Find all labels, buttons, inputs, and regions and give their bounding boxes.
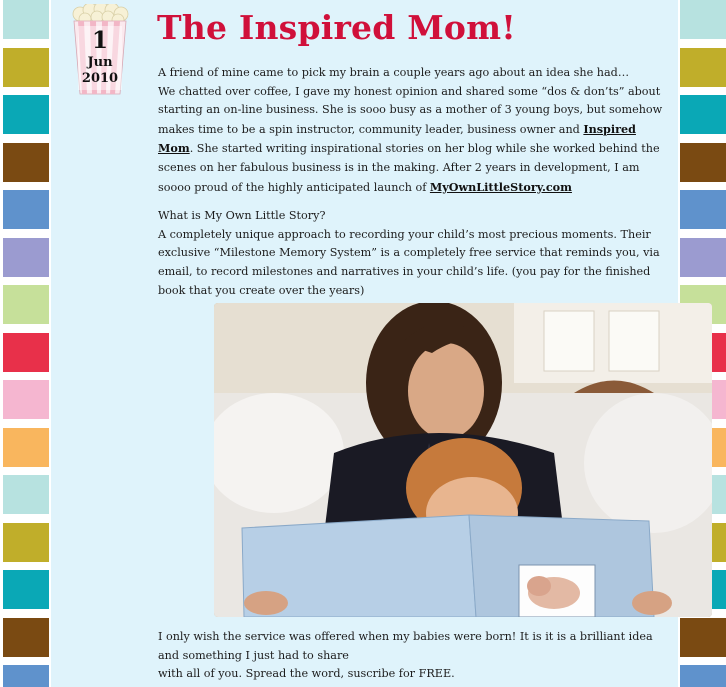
intro-line-1: A friend of mine came to pick my brain a couple years ago about an idea she had… xyxy=(158,66,630,79)
stripe-block xyxy=(3,0,49,39)
stripe-block xyxy=(3,95,49,134)
stripe-block xyxy=(680,95,726,134)
stripe-block xyxy=(3,475,49,514)
stripe-block xyxy=(680,143,726,182)
stripe-block xyxy=(3,380,49,419)
stripe-block xyxy=(680,48,726,87)
date-badge xyxy=(70,4,130,94)
post-content xyxy=(51,0,678,687)
stripe-block xyxy=(3,523,49,562)
stripe-block xyxy=(680,238,726,277)
stripe-block xyxy=(3,238,49,277)
stripe-block xyxy=(3,665,49,687)
stripe-block xyxy=(680,0,726,39)
stripe-block xyxy=(680,618,726,657)
stripe-block xyxy=(3,333,49,372)
stripe-block xyxy=(3,428,49,467)
stripe-block xyxy=(3,143,49,182)
closing-line-1: I only wish the service was offered when my babies were born! It is it is a brilliant idea and something I just had to share xyxy=(158,630,653,662)
intro-paragraph xyxy=(158,64,663,197)
intro-text-1: We chatted over coffee, I gave my honest opinion and shared some “dos & don’ts” about starting an on-line business. She is sooo busy as a mother of 3 young boys, but somehow makes time to be a spin instructor, community leader, business owner and xyxy=(158,84,663,136)
inspired-mom-link[interactable]: Inspired Mom xyxy=(158,121,636,156)
stripe-block xyxy=(3,48,49,87)
date-day: 1 xyxy=(91,27,108,54)
post-photo xyxy=(214,303,712,617)
stripe-block xyxy=(680,665,726,687)
left-color-stripe xyxy=(0,0,51,687)
stripe-block xyxy=(3,618,49,657)
stripe-block xyxy=(3,190,49,229)
date-year: 2010 xyxy=(81,71,119,86)
post-title[interactable]: The Inspired Mom! xyxy=(157,8,516,47)
post-body xyxy=(158,64,663,300)
date-month: Jun xyxy=(87,55,113,70)
stripe-block xyxy=(3,570,49,609)
closing-line-2: with all of you. Spread the word, suscribe for FREE. xyxy=(158,667,455,681)
closing-paragraph xyxy=(158,628,663,684)
stripe-block xyxy=(3,285,49,324)
question-paragraph xyxy=(158,207,663,300)
stripe-block xyxy=(680,190,726,229)
site-link[interactable]: MyOwnLittleStory.com xyxy=(429,179,572,194)
answer-text: A completely unique approach to recording your child’s most precious moments. Their exclusive “Milestone Memory System” is a completely free service that reminds you, via email, to record milestones and narratives in your child’s life. (you pay for the finished book that you create over the years) xyxy=(158,227,660,297)
intro-text-2: . She started writing inspirational stories on her blog while she worked behind the scenes on her fabulous business is in the making. After 2 years in development, I am soooo proud of the highly anticipated launch of xyxy=(158,142,660,194)
question-heading: What is My Own Little Story? xyxy=(158,209,326,223)
